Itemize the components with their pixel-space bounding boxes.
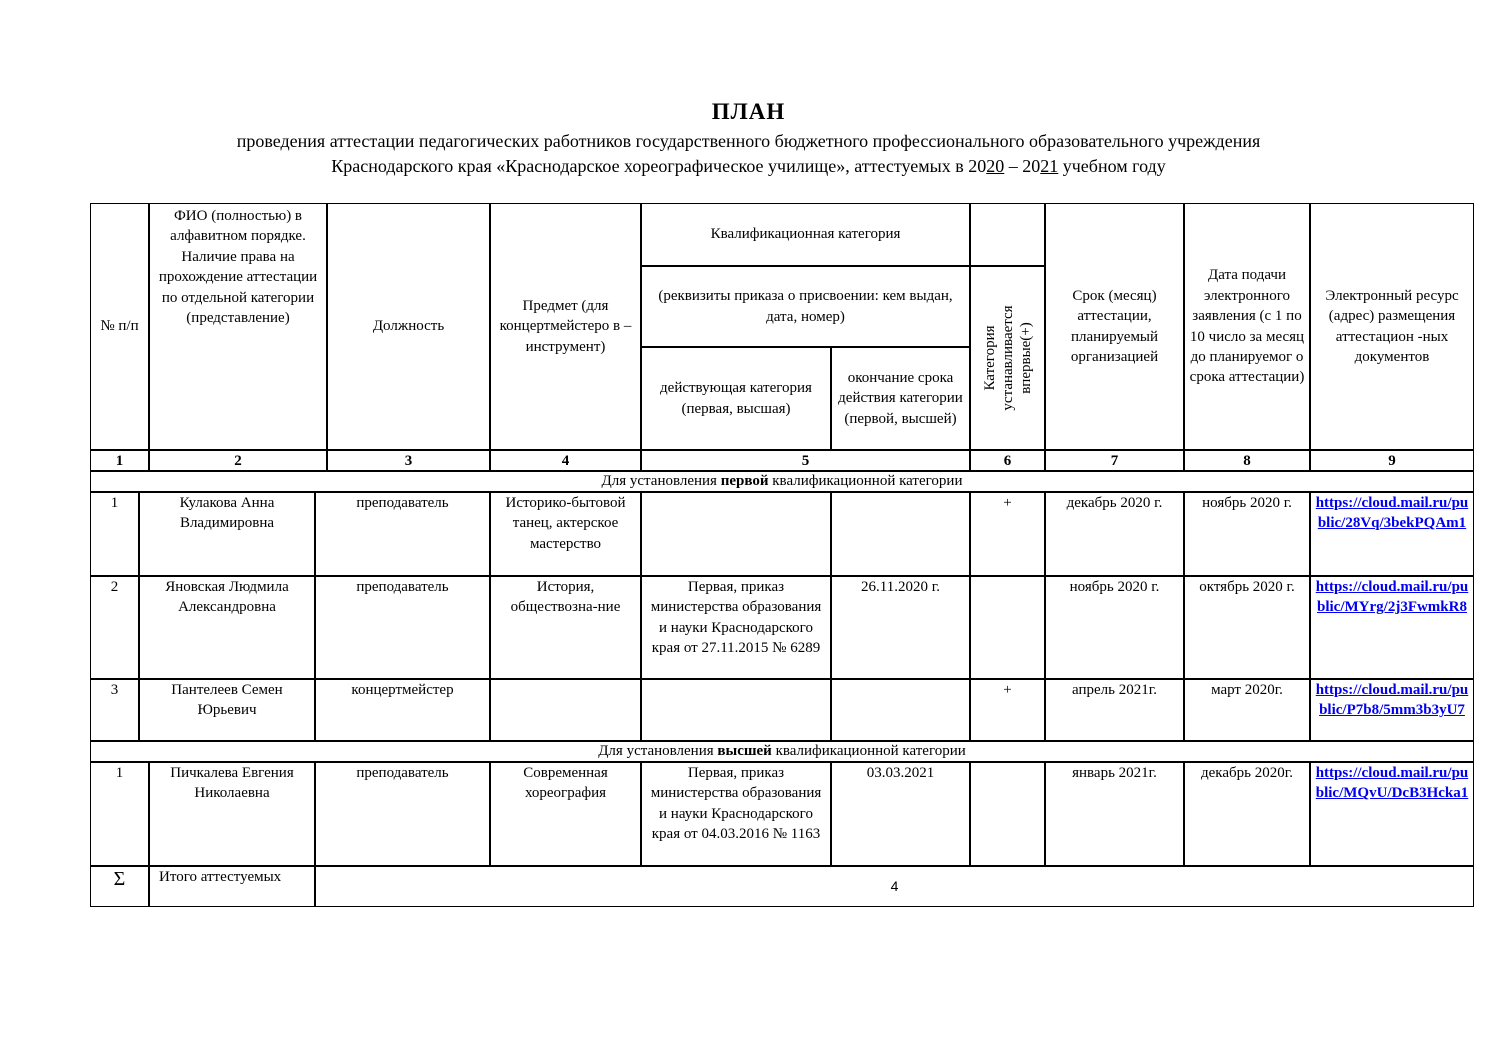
row3-subject bbox=[490, 679, 641, 741]
header-current-category-text: действующая категория (первая, высшая) bbox=[660, 380, 812, 417]
header-submit-date bbox=[1184, 203, 1310, 450]
total-value bbox=[315, 866, 1474, 907]
header-subject bbox=[490, 203, 641, 450]
row4-fio: Пичкалева Евгения Николаевна bbox=[149, 762, 315, 866]
row4-position: преподаватель bbox=[315, 762, 490, 866]
section-first-category bbox=[90, 471, 1474, 492]
row1-position: преподаватель bbox=[315, 492, 490, 576]
document-title: ПЛАН bbox=[711, 99, 786, 124]
row1-expiry bbox=[831, 492, 970, 576]
col-number-4: 4 bbox=[490, 450, 641, 471]
row1-num: 1 bbox=[90, 492, 139, 576]
header-position-text: Должность bbox=[372, 318, 445, 335]
row3-resource bbox=[1310, 679, 1474, 741]
row2-current: Первая, приказ министерства образования и науки Краснодарского края от 27.11.2015 № 6289 bbox=[641, 576, 831, 679]
row4-first-time bbox=[970, 762, 1045, 866]
document-subtitle-line1: проведения аттестации педагогических работников государственного бюджетного профессионального образовательного учреждения bbox=[236, 131, 1261, 151]
row2-resource-link[interactable]: https://cloud.mail.ru/public/MYrg/2j3FwmkR8 bbox=[1315, 579, 1469, 616]
row4-subject: Современная хореография bbox=[490, 762, 641, 866]
section-highest-post: квалификационной категории bbox=[771, 743, 966, 759]
section-first-pre: Для установления bbox=[601, 473, 721, 489]
row2-subject: История, обществозна-ние bbox=[490, 576, 641, 679]
header-term-text: Срок (месяц) аттестации, планируемый организацией bbox=[1070, 287, 1159, 365]
row4-submit: декабрь 2020г. bbox=[1184, 762, 1310, 866]
row3-first-time: + bbox=[970, 679, 1045, 741]
row1-submit: ноябрь 2020 г. bbox=[1184, 492, 1310, 576]
row1-current bbox=[641, 492, 831, 576]
row2-expiry: 26.11.2020 г. bbox=[831, 576, 970, 679]
header-position bbox=[327, 203, 490, 450]
total-label: Итого аттестуемых bbox=[149, 866, 315, 907]
header-qualification-text: Квалификационная категория bbox=[710, 226, 901, 243]
subtitle-year-end: 21 bbox=[1040, 156, 1059, 176]
header-term bbox=[1045, 203, 1184, 450]
header-submit-date-text: Дата подачи электронного заявления (с 1 по 10 число за месяц до планируемог о срока аттестации) bbox=[1189, 267, 1305, 386]
col-number-5: 5 bbox=[641, 450, 970, 471]
header-qualification bbox=[641, 203, 970, 266]
row4-term: январь 2021г. bbox=[1045, 762, 1184, 866]
row4-current: Первая, приказ министерства образования и науки Краснодарского края от 04.03.2016 № 1163 bbox=[641, 762, 831, 866]
row1-resource bbox=[1310, 492, 1474, 576]
document-subtitle-line2 bbox=[0, 155, 1497, 177]
header-first-time-blank bbox=[970, 203, 1045, 266]
header-num-text: № п/п bbox=[100, 318, 139, 335]
row3-resource-link[interactable]: https://cloud.mail.ru/public/P7b8/5mm3b3yU7 bbox=[1315, 682, 1469, 719]
header-fio bbox=[149, 203, 327, 450]
row3-term: апрель 2021г. bbox=[1045, 679, 1184, 741]
col-number-9: 9 bbox=[1310, 450, 1474, 471]
section-highest-pre: Для установления bbox=[598, 743, 718, 759]
row3-num: 3 bbox=[90, 679, 139, 741]
header-expiry-text: окончание срока действия категории (первой, высшей) bbox=[838, 369, 963, 427]
header-first-time-text: Категория устанавливается впервые(+) bbox=[981, 305, 1034, 411]
subtitle-text-a: Краснодарского края «Краснодарское хореографическое училище», аттестуемых в 20 bbox=[331, 156, 987, 176]
total-value-text: 4 bbox=[890, 878, 899, 895]
header-current-category bbox=[641, 347, 831, 450]
row1-term: декабрь 2020 г. bbox=[1045, 492, 1184, 576]
header-resource bbox=[1310, 203, 1474, 450]
row2-resource bbox=[1310, 576, 1474, 679]
row3-submit: март 2020г. bbox=[1184, 679, 1310, 741]
col-number-8: 8 bbox=[1184, 450, 1310, 471]
header-fio-text: ФИО (полностью) в алфавитном порядке. Наличие права на прохождение аттестации по отдельной категории (представление) bbox=[158, 208, 318, 327]
row4-resource bbox=[1310, 762, 1474, 866]
row4-num: 1 bbox=[90, 762, 149, 866]
col-number-3: 3 bbox=[327, 450, 490, 471]
col-number-1: 1 bbox=[90, 450, 149, 471]
subtitle-year-start: 20 bbox=[986, 156, 1005, 176]
row2-term: ноябрь 2020 г. bbox=[1045, 576, 1184, 679]
header-expiry bbox=[831, 347, 970, 450]
header-qualification-details-text: (реквизиты приказа о присвоении: кем выдан, дата, номер) bbox=[658, 288, 953, 325]
row3-fio: Пантелеев Семен Юрьевич bbox=[139, 679, 315, 741]
row2-num: 2 bbox=[90, 576, 139, 679]
header-first-time bbox=[970, 266, 1045, 450]
row3-expiry bbox=[831, 679, 970, 741]
total-symbol: Σ bbox=[90, 866, 149, 907]
header-qualification-details bbox=[641, 266, 970, 347]
row2-position: преподаватель bbox=[315, 576, 490, 679]
row4-resource-link[interactable]: https://cloud.mail.ru/public/MQvU/DcB3Hcka1 bbox=[1315, 765, 1469, 802]
row2-fio: Яновская Людмила Александровна bbox=[139, 576, 315, 679]
section-highest-bold: высшей bbox=[717, 743, 772, 759]
col-number-7: 7 bbox=[1045, 450, 1184, 471]
section-highest-category bbox=[90, 741, 1474, 762]
section-first-post: квалификационной категории bbox=[768, 473, 963, 489]
row3-current bbox=[641, 679, 831, 741]
row1-subject: Историко-бытовой танец, актерское мастерство bbox=[490, 492, 641, 576]
row2-first-time bbox=[970, 576, 1045, 679]
col-number-6: 6 bbox=[970, 450, 1045, 471]
row2-submit: октябрь 2020 г. bbox=[1184, 576, 1310, 679]
row1-resource-link[interactable]: https://cloud.mail.ru/public/28Vq/3bekPQAm1 bbox=[1315, 495, 1469, 532]
subtitle-text-e: учебном году bbox=[1058, 156, 1166, 176]
header-num bbox=[90, 203, 149, 450]
row4-expiry: 03.03.2021 bbox=[831, 762, 970, 866]
subtitle-text-c: – 20 bbox=[1004, 156, 1041, 176]
row1-first-time: + bbox=[970, 492, 1045, 576]
row3-position: концертмейстер bbox=[315, 679, 490, 741]
col-number-2: 2 bbox=[149, 450, 327, 471]
row1-fio: Кулакова Анна Владимировна bbox=[139, 492, 315, 576]
header-resource-text: Электронный ресурс (адрес) размещения аттестацион -ных документов bbox=[1325, 287, 1459, 365]
section-first-bold: первой bbox=[720, 473, 769, 489]
header-subject-text: Предмет (для концертмейстеро в – инструмент) bbox=[499, 297, 632, 355]
